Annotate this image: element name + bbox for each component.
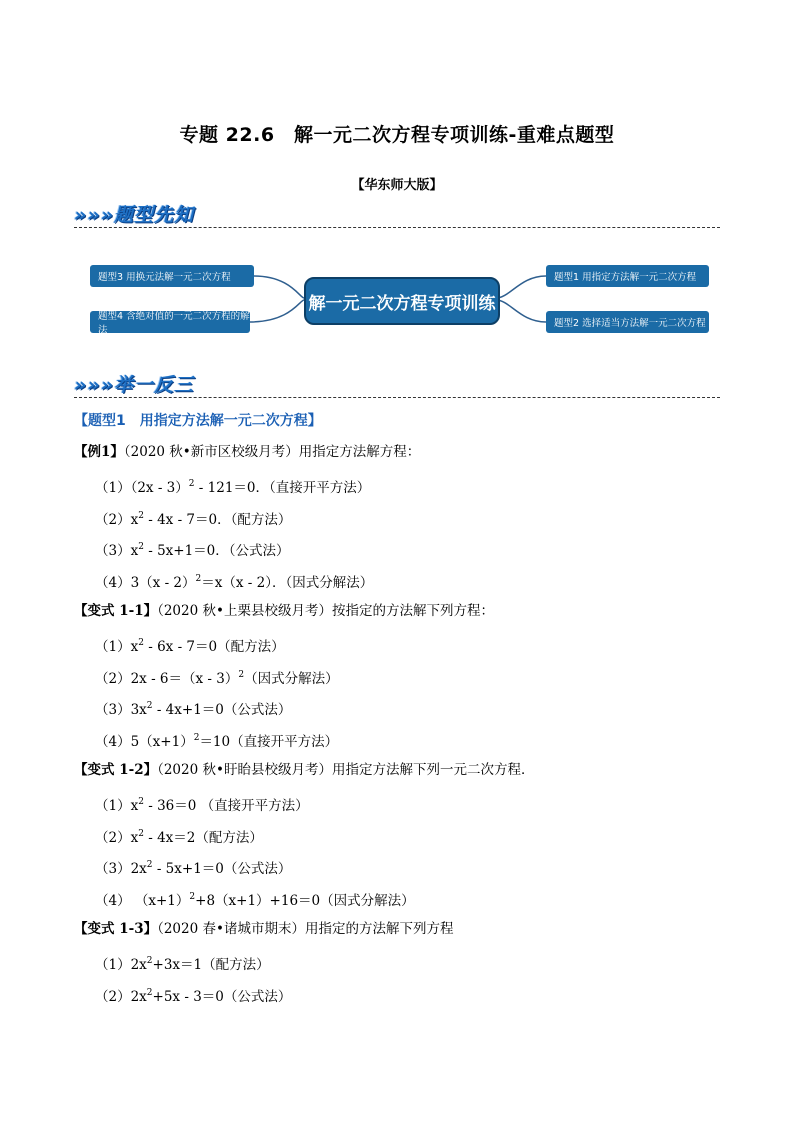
variant13-item-2: $(2)2x^2+5x - 3=0$（公式法） bbox=[95, 988, 292, 1005]
banner-practice: »»»举一反三 bbox=[74, 374, 195, 396]
mindmap-center: 解一元二次方程专项训练 bbox=[304, 277, 500, 325]
mindmap-node-topic1: 题型1 用指定方法解一元二次方程 bbox=[546, 265, 709, 287]
variant12-source: （2020 秋•盱眙县校级月考）用指定方法解下列一元二次方程． bbox=[157, 762, 535, 778]
variant11-label: 【变式 1-1】 bbox=[74, 603, 158, 619]
variant12-label: 【变式 1-2】 bbox=[74, 762, 158, 778]
variant11-item-3: $(3)3x^2 - 4x+1=0$（公式法） bbox=[95, 701, 292, 718]
example1-item-2: $(2)x^2 - 4x - 7=0$．（配方法） bbox=[95, 511, 292, 528]
variant11-item-4: $(4)5(x+1)^2=10$（直接开平方法） bbox=[95, 733, 339, 750]
example1-item-1: （1）（2x - 3）$^2$ - 121＝0．（直接开平方法） bbox=[95, 479, 371, 496]
variant12-header bbox=[74, 761, 534, 779]
divider-overview bbox=[74, 227, 720, 228]
variant12-item-3: $(3)2x^2 - 5x+1=0$（公式法） bbox=[95, 860, 292, 877]
variant11-source: （2020 秋•上栗县校级月考）按指定的方法解下列方程： bbox=[157, 603, 494, 619]
page-title: 专题 22.6 解一元二次方程专项训练-重难点题型 bbox=[179, 124, 615, 146]
example1-label: 【例1】 bbox=[74, 444, 124, 460]
variant11-item-2: （2）2x - 6＝（x - 3）$^2$（因式分解法） bbox=[95, 670, 339, 687]
variant13-item-1: $(1)2x^2+3x=1$（配方法） bbox=[95, 956, 270, 973]
mindmap-node-topic4: 题型4 含绝对值的一元二次方程的解法 bbox=[90, 311, 250, 333]
variant13-source: （2020 春•诸城市期末）用指定的方法解下列方程 bbox=[157, 921, 454, 937]
example1-source: （2020 秋•新市区校级月考）用指定方法解方程： bbox=[123, 444, 421, 460]
example1-item-4: （4）3（x - 2）$^2$＝x（x - 2）．（因式分解法） bbox=[95, 574, 374, 591]
variant12-item-4: （4） $(x+1)^2+8(x+1)+16=0$（因式分解法） bbox=[95, 892, 415, 909]
example1-item-3: $(3)x^2 - 5x+1=0$．（公式法） bbox=[95, 542, 290, 559]
edition-label: 【华东师大版】 bbox=[351, 178, 443, 193]
variant13-header bbox=[74, 920, 453, 938]
variant11-item-1: $(1)x^2 - 6x - 7=0$（配方法） bbox=[95, 638, 285, 655]
section-heading: 【题型1 用指定方法解一元二次方程】 bbox=[74, 413, 322, 429]
variant12-item-2: $(2)x^2 - 4x=2$（配方法） bbox=[95, 829, 263, 846]
variant12-item-1: $(1)x^2 - 36=0$ （直接开平方法） bbox=[95, 797, 309, 814]
divider-practice bbox=[74, 397, 720, 398]
banner-overview: »»»题型先知 bbox=[74, 204, 195, 226]
mindmap-node-topic3: 题型3 用换元法解一元二次方程 bbox=[90, 265, 254, 287]
example1-header bbox=[74, 443, 420, 461]
mindmap-node-topic2: 题型2 选择适当方法解一元二次方程 bbox=[546, 311, 709, 333]
variant13-label: 【变式 1-3】 bbox=[74, 921, 158, 937]
variant11-header bbox=[74, 602, 494, 620]
